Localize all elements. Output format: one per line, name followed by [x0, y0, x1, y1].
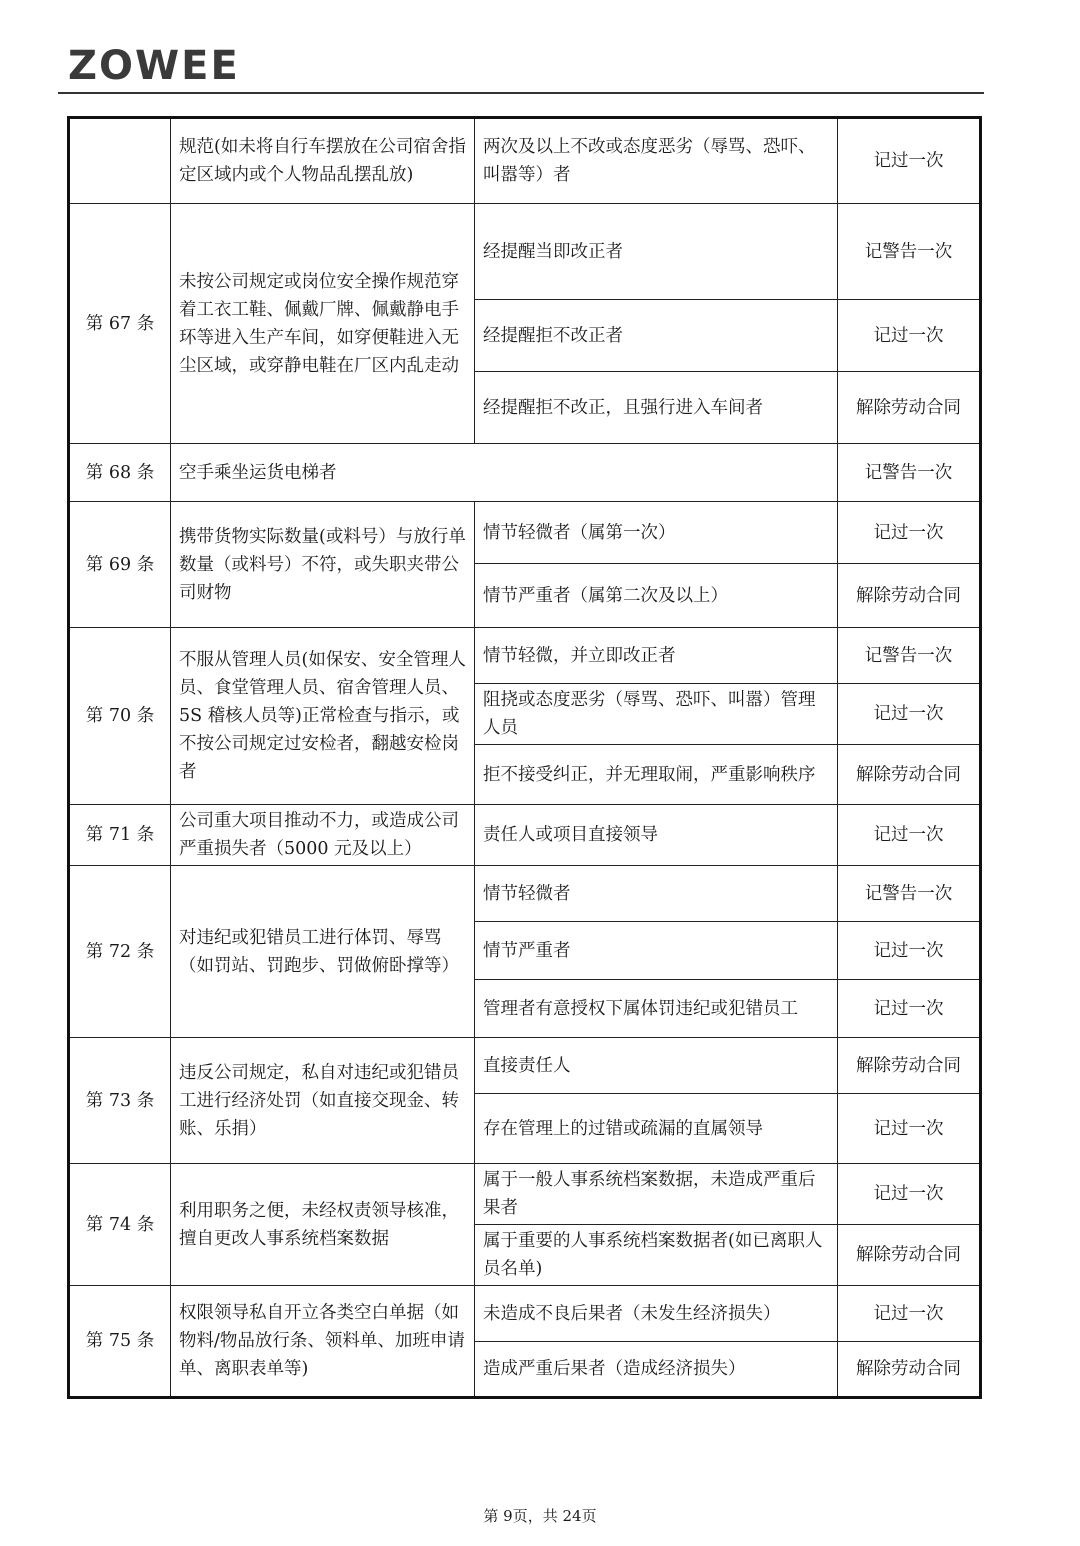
- violation-condition: 未造成不良后果者（未发生经济损失）: [475, 1286, 838, 1342]
- violation-description: 不服从管理人员(如保安、安全管理人员、食堂管理人员、宿舍管理人员、5S 稽核人员等)正常检查与指示，或不按公司规定过安检者，翻越安检岗者: [171, 628, 475, 805]
- penalty: 记警告一次: [838, 444, 981, 502]
- table-row: [69, 866, 981, 922]
- violation-condition: 属于一般人事系统档案数据，未造成严重后果者: [475, 1164, 838, 1225]
- penalty: 记过一次: [838, 502, 981, 564]
- table-row: [69, 1286, 981, 1342]
- violation-condition: 两次及以上不改或态度恶劣（辱骂、恐吓、叫嚣等）者: [475, 118, 838, 204]
- penalty: 解除劳动合同: [838, 1038, 981, 1094]
- article-number: 第 73 条: [69, 1038, 171, 1164]
- article-number: 第 71 条: [69, 805, 171, 866]
- violation-condition: 情节严重者（属第二次及以上）: [475, 564, 838, 628]
- violation-description: 公司重大项目推动不力，或造成公司严重损失者（5000 元及以上）: [171, 805, 475, 866]
- violation-description: 空手乘坐运货电梯者: [171, 444, 838, 502]
- penalty: 记过一次: [838, 980, 981, 1038]
- table-row: [69, 1038, 981, 1094]
- disciplinary-rules-table: [67, 116, 982, 1399]
- table-row: [69, 502, 981, 564]
- violation-condition: 阻挠或态度恶劣（辱骂、恐吓、叫嚣）管理人员: [475, 684, 838, 745]
- table-row: [69, 118, 981, 204]
- article-number: 第 70 条: [69, 628, 171, 805]
- violation-condition: 管理者有意授权下属体罚违纪或犯错员工: [475, 980, 838, 1038]
- table-row: [69, 628, 981, 684]
- penalty: 记过一次: [838, 922, 981, 980]
- penalty: 解除劳动合同: [838, 1225, 981, 1286]
- violation-condition: 直接责任人: [475, 1038, 838, 1094]
- article-number: 第 75 条: [69, 1286, 171, 1398]
- penalty: 解除劳动合同: [838, 372, 981, 444]
- penalty: 记过一次: [838, 805, 981, 866]
- violation-condition: 经提醒拒不改正者: [475, 300, 838, 372]
- violation-condition: 存在管理上的过错或疏漏的直属领导: [475, 1094, 838, 1164]
- violation-condition: 经提醒当即改正者: [475, 204, 838, 300]
- table-row: [69, 444, 981, 502]
- penalty: 记过一次: [838, 300, 981, 372]
- violation-condition: 属于重要的人事系统档案数据者(如已离职人员名单): [475, 1225, 838, 1286]
- penalty: 记过一次: [838, 118, 981, 204]
- penalty: 解除劳动合同: [838, 1342, 981, 1398]
- table-row: [69, 805, 981, 866]
- article-number: 第 67 条: [69, 204, 171, 444]
- penalty: 记警告一次: [838, 204, 981, 300]
- header-divider: [58, 92, 984, 94]
- violation-description: 利用职务之便，未经权责领导核准，擅自更改人事系统档案数据: [171, 1164, 475, 1286]
- violation-condition: 情节严重者: [475, 922, 838, 980]
- article-number: 第 69 条: [69, 502, 171, 628]
- article-number: 第 74 条: [69, 1164, 171, 1286]
- article-number: 第 68 条: [69, 444, 171, 502]
- penalty: 解除劳动合同: [838, 745, 981, 805]
- violation-condition: 造成严重后果者（造成经济损失）: [475, 1342, 838, 1398]
- violation-description: 规范(如未将自行车摆放在公司宿舍指定区域内或个人物品乱摆乱放): [171, 118, 475, 204]
- violation-description: 对违纪或犯错员工进行体罚、辱骂（如罚站、罚跑步、罚做俯卧撑等）: [171, 866, 475, 1038]
- table-row: [69, 204, 981, 300]
- article-number: 第 72 条: [69, 866, 171, 1038]
- penalty: 记过一次: [838, 1164, 981, 1225]
- violation-description: 未按公司规定或岗位安全操作规范穿着工衣工鞋、佩戴厂牌、佩戴静电手环等进入生产车间，如穿便鞋进入无尘区域，或穿静电鞋在厂区内乱走动: [171, 204, 475, 444]
- violation-condition: 情节轻微者: [475, 866, 838, 922]
- violation-condition: 情节轻微，并立即改正者: [475, 628, 838, 684]
- violation-condition: 情节轻微者（属第一次）: [475, 502, 838, 564]
- penalty: 记过一次: [838, 684, 981, 745]
- penalty: 解除劳动合同: [838, 564, 981, 628]
- violation-condition: 责任人或项目直接领导: [475, 805, 838, 866]
- penalty: 记过一次: [838, 1286, 981, 1342]
- violation-condition: 经提醒拒不改正，且强行进入车间者: [475, 372, 838, 444]
- article-number: [69, 118, 171, 204]
- penalty: 记警告一次: [838, 866, 981, 922]
- violation-description: 违反公司规定，私自对违纪或犯错员工进行经济处罚（如直接交现金、转账、乐捐）: [171, 1038, 475, 1164]
- table-row: [69, 1164, 981, 1225]
- penalty: 记过一次: [838, 1094, 981, 1164]
- page-number: 第 9页，共 24页: [483, 1507, 597, 1525]
- violation-condition: 拒不接受纠正，并无理取闹，严重影响秩序: [475, 745, 838, 805]
- violation-description: 携带货物实际数量(或料号）与放行单数量（或料号）不符，或失职夹带公司财物: [171, 502, 475, 628]
- violation-description: 权限领导私自开立各类空白单据（如物料/物品放行条、领料单、加班申请单、离职表单等): [171, 1286, 475, 1398]
- penalty: 记警告一次: [838, 628, 981, 684]
- company-logo: ZOWEE: [68, 43, 240, 89]
